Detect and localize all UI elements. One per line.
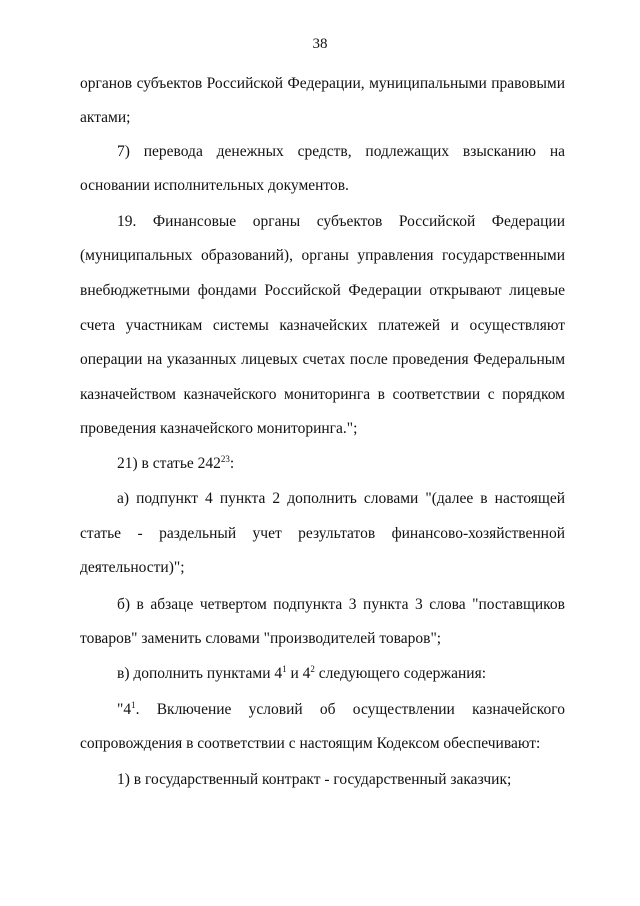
text-line: актами;: [80, 109, 131, 126]
text-line: б) в абзаце четвертом подпункта 3 пункта 3 слова "поставщиков: [117, 596, 565, 613]
text-segment: в) дополнить пунктами 4: [117, 665, 283, 682]
text-line: 1) в государственный контракт - государственный заказчик;: [117, 771, 512, 788]
text-segment: . Включение условий об осуществлении казначейского: [135, 701, 565, 718]
text-fragment: "4: [117, 701, 132, 718]
text-line: [117, 454, 565, 474]
footnote-ref: 23: [220, 453, 230, 464]
text-line: операции на указанных лицевых счетах после проведения Федеральным: [80, 351, 565, 368]
text-line: сопровождения в соответствии с настоящим Кодексом обеспечивают:: [80, 735, 541, 752]
text-line: 7) перевода денежных средств, подлежащих взысканию на: [117, 143, 565, 160]
text-line: [117, 700, 565, 720]
text-line: проведения казначейского мониторинга.";: [80, 420, 358, 437]
text-line: а) подпункт 4 пункта 2 дополнить словами "(далее в настоящей: [117, 490, 565, 507]
text-segment: следующего содержания:: [314, 665, 487, 682]
text-line: органов субъектов Российской Федерации, муниципальными правовыми: [80, 75, 565, 92]
text-line: казначейством казначейского мониторинга в соответствии с порядком: [80, 386, 565, 403]
text-line: [117, 664, 565, 684]
superscript: 2: [310, 663, 315, 674]
text-segment: 21) в статье 242: [117, 455, 221, 472]
text-line: деятельности)";: [80, 559, 185, 576]
superscript: 1: [282, 663, 287, 674]
text-line: (муниципальных образований), органы управления государственными: [80, 247, 565, 264]
text-line: товаров" заменить словами "производителей товаров";: [80, 630, 442, 647]
text-line: 19. Финансовые органы субъектов Российской Федерации: [117, 213, 565, 230]
text-line: счета участникам системы казначейских платежей и осуществляют: [80, 317, 565, 334]
superscript: 1: [131, 699, 136, 710]
text-segment: :: [229, 455, 235, 472]
text-segment: [117, 700, 136, 720]
page-number: 38: [312, 36, 328, 52]
text-segment: и 4: [286, 665, 311, 682]
text-line: внебюджетными фондами Российской Федерации открывают лицевые: [80, 282, 565, 299]
text-line: статье - раздельный учет результатов финансово-хозяйственной: [80, 525, 565, 542]
text-line: основании исполнительных документов.: [80, 177, 349, 194]
